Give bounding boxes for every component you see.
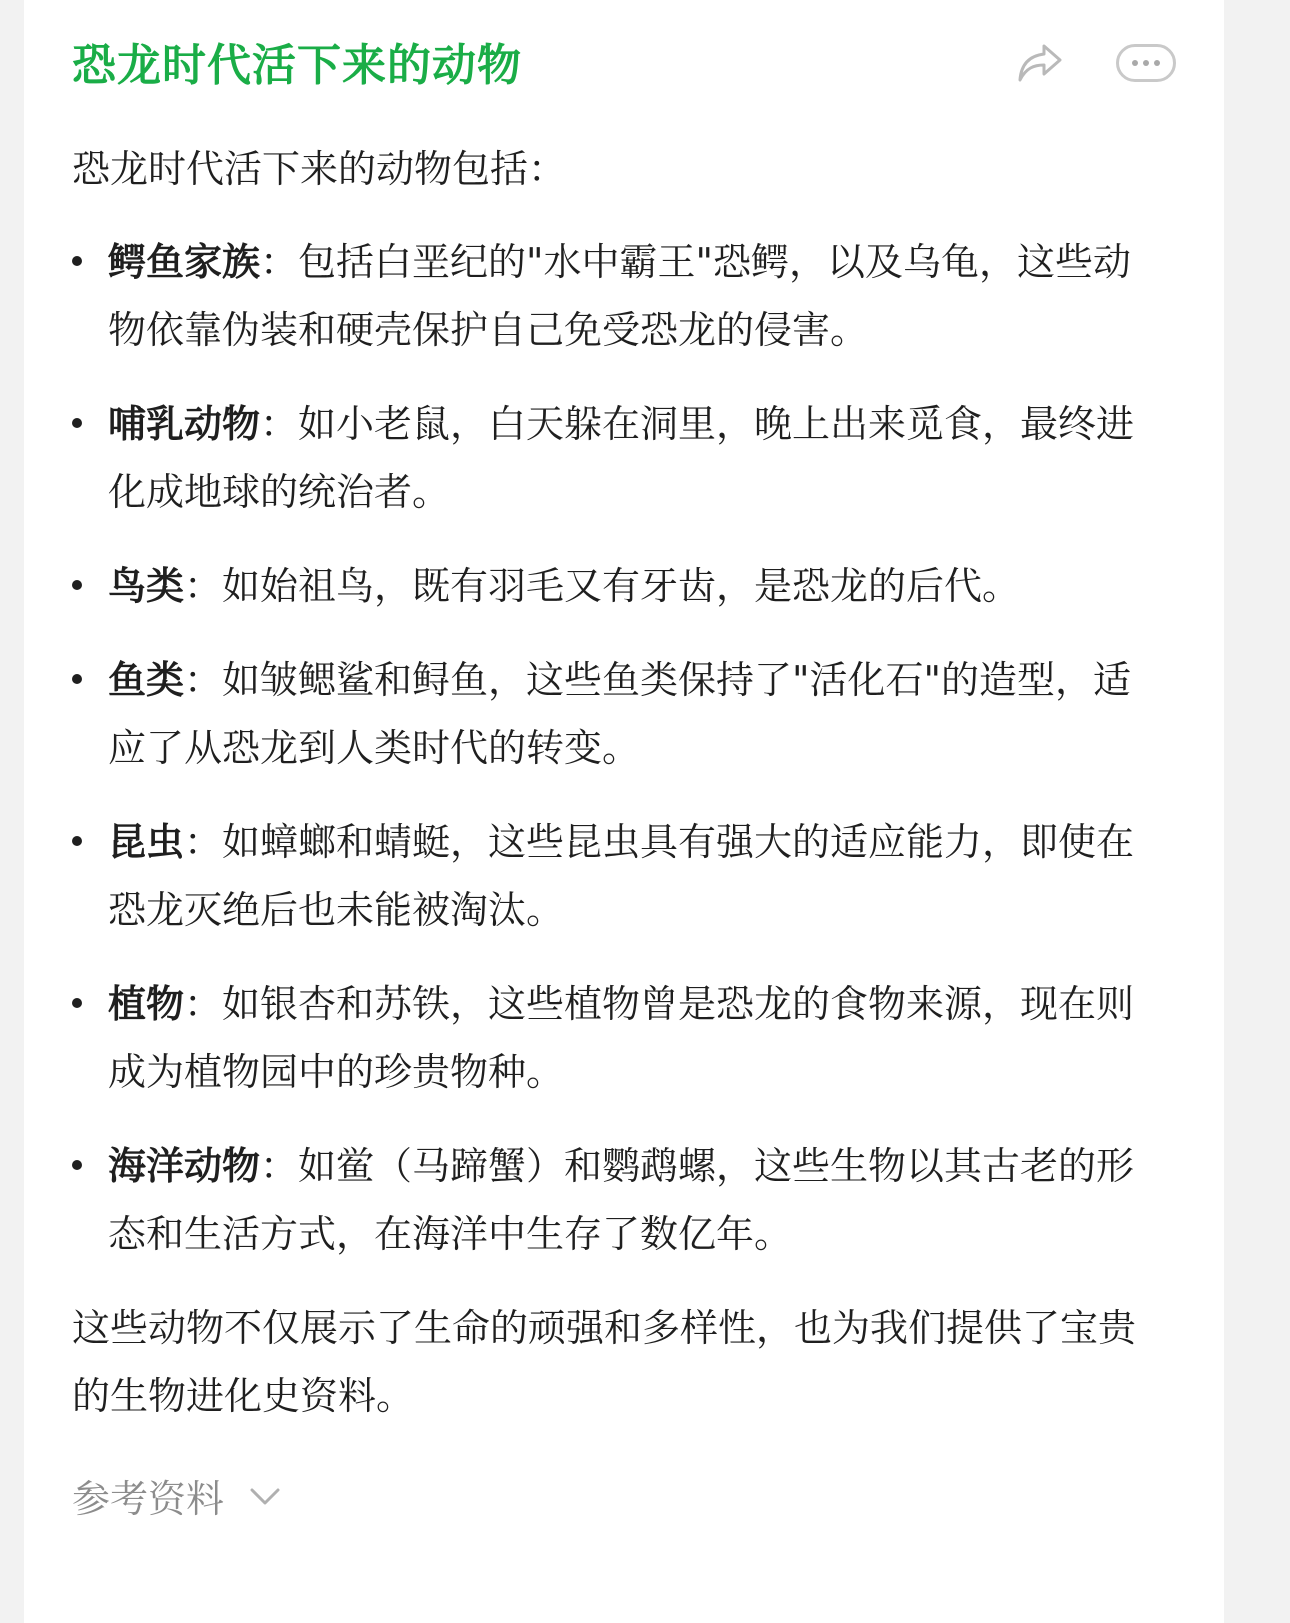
bullet-icon [72,998,82,1008]
list-item [72,646,1162,782]
list-item [72,552,1162,620]
more-dots-icon [1132,60,1138,66]
item-description: 如始祖鸟，既有羽毛又有牙齿，是恐龙的后代。 [222,564,1021,608]
bullet-icon [72,836,82,846]
more-button[interactable] [1116,44,1176,82]
item-separator: ： [184,564,223,608]
item-description: 如鲎（马蹄蟹）和鹦鹉螺，这些生物以其古老的形态和生活方式，在海洋中生存了数亿年。 [108,1144,1135,1256]
list-item [72,808,1162,944]
references-label: 参考资料 [72,1477,225,1521]
item-description: 如银杏和苏铁，这些植物曾是恐龙的食物来源，现在则成为植物园中的珍贵物种。 [108,982,1135,1094]
item-term: 鸟类 [108,564,185,608]
summary-text: 这些动物不仅展示了生命的顽强和多样性，也为我们提供了宝贵的生物进化史资料。 [72,1306,1137,1418]
item-separator: ： [184,820,223,864]
bullet-icon [72,256,82,266]
bullet-icon [72,418,82,428]
item-description: 包括白垩纪的"水中霸王"恐鳄，以及乌龟，这些动物依靠伪装和硬壳保护自己免受恐龙的侵害。 [108,240,1131,352]
bullet-icon [72,1160,82,1170]
share-icon[interactable] [1014,38,1064,88]
list-item [72,228,1162,364]
bullet-icon [72,580,82,590]
list-item [72,970,1162,1106]
item-description: 如蟑螂和蜻蜓，这些昆虫具有强大的适应能力，即使在恐龙灭绝后也未能被淘汰。 [108,820,1135,932]
item-term: 昆虫 [108,820,185,864]
item-term: 鳄鱼家族 [108,240,261,284]
page-title: 恐龙时代活下来的动物 [72,40,522,91]
item-separator: ： [260,402,299,446]
intro-text: 恐龙时代活下来的动物包括： [72,147,567,191]
item-term: 植物 [108,982,185,1026]
item-description: 如皱鳃鲨和鲟鱼，这些鱼类保持了"活化石"的造型，适应了从恐龙到人类时代的转变。 [108,658,1131,770]
item-term: 鱼类 [108,658,185,702]
item-separator: ： [184,982,223,1026]
item-term: 海洋动物 [108,1144,261,1188]
item-separator: ： [260,240,299,284]
animal-list [72,228,1162,1268]
answer-card [24,0,1224,1623]
chevron-down-icon [248,1479,282,1513]
bullet-icon [72,674,82,684]
references-toggle[interactable] [72,1468,282,1523]
item-description: 如小老鼠，白天躲在洞里，晚上出来觅食，最终进化成地球的统治者。 [108,402,1135,514]
item-separator: ： [260,1144,299,1188]
answer-content [72,136,1162,1430]
item-separator: ： [184,658,223,702]
list-item [72,1132,1162,1268]
list-item [72,390,1162,526]
item-term: 哺乳动物 [108,402,261,446]
